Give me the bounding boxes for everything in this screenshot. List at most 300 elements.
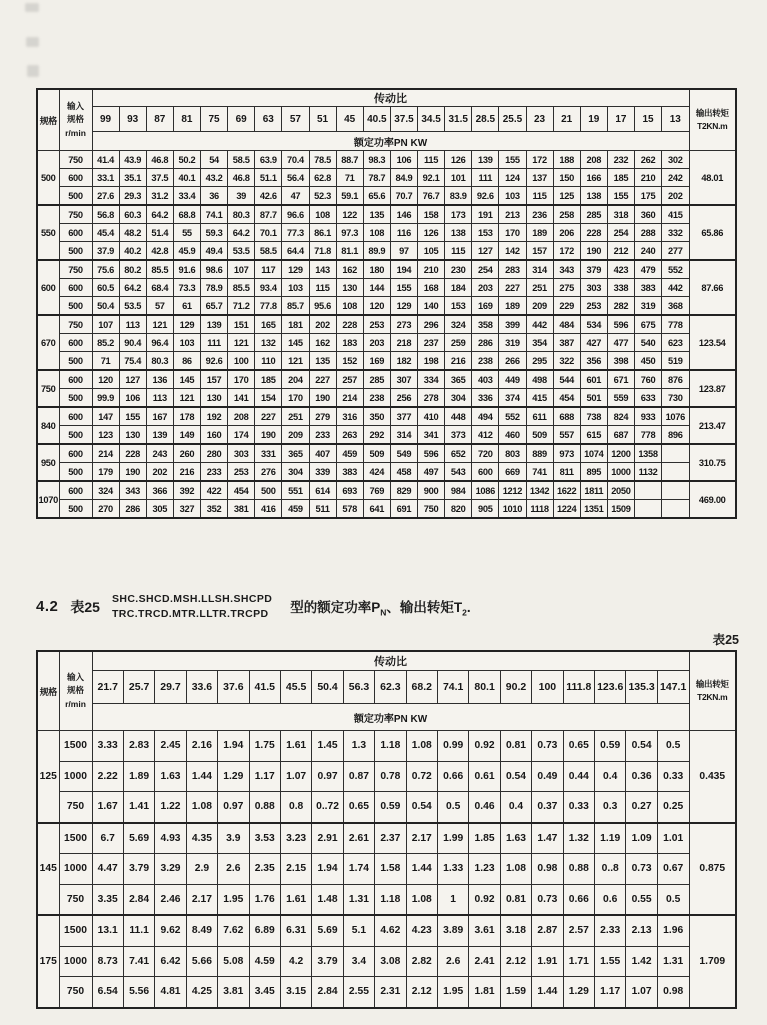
power-value-cell: 3.15 xyxy=(280,977,311,1008)
power-value-cell: 3.08 xyxy=(375,946,406,977)
power-value-cell: 1.44 xyxy=(532,977,563,1008)
power-value-cell: 242 xyxy=(662,169,689,187)
power-value-cell: 454 xyxy=(553,389,580,408)
power-value-cell: 9.62 xyxy=(155,915,186,946)
rpm-cell: 750 xyxy=(59,260,92,279)
ratio-value-header: 33.6 xyxy=(186,671,217,704)
power-value-cell: 318 xyxy=(607,205,634,224)
power-value-cell: 60.5 xyxy=(92,279,119,297)
power-value-cell: 0.61 xyxy=(469,761,500,792)
power-value-cell: 2.35 xyxy=(249,854,280,885)
power-value-cell: 1811 xyxy=(580,481,607,500)
power-value-cell: 123 xyxy=(92,426,119,445)
ratio-value-header: 45.5 xyxy=(280,671,311,704)
power-value-cell: 121 xyxy=(282,352,309,371)
power-value-cell: 80.2 xyxy=(119,260,146,279)
power-value-cell: 641 xyxy=(363,500,390,519)
power-value-cell: 824 xyxy=(607,407,634,426)
power-value-cell: 1.32 xyxy=(563,823,594,854)
power-value-cell: 129 xyxy=(173,315,200,334)
power-value-cell: 216 xyxy=(173,463,200,482)
power-value-cell: 130 xyxy=(201,389,228,408)
power-value-cell: 192 xyxy=(201,407,228,426)
power-value-cell: 61 xyxy=(173,297,200,316)
power-value-cell: 0.3 xyxy=(595,792,626,823)
power-value-cell: 270 xyxy=(92,500,119,519)
power-value-cell: 99.9 xyxy=(92,389,119,408)
power-value-cell: 1.41 xyxy=(123,792,154,823)
rpm-cell: 500 xyxy=(59,389,92,408)
power-value-cell: 1.09 xyxy=(626,823,657,854)
table-row xyxy=(37,481,736,500)
power-value-cell: 1.85 xyxy=(469,823,500,854)
power-value-cell: 0.92 xyxy=(469,731,500,762)
power-value-cell: 113 xyxy=(119,315,146,334)
ratio-value-header: 69 xyxy=(228,107,255,132)
power-value-cell: 0.65 xyxy=(563,731,594,762)
torque-value-cell: 48.01 xyxy=(689,151,736,206)
power-value-cell: 64.2 xyxy=(228,224,255,242)
power-value-cell: 31.2 xyxy=(146,187,173,206)
power-value-cell: 77.3 xyxy=(282,224,309,242)
power-value-cell: 933 xyxy=(635,407,662,426)
power-value-cell: 142 xyxy=(499,242,526,261)
power-value-cell: 295 xyxy=(526,352,553,371)
power-value-cell: 39 xyxy=(228,187,255,206)
power-value-cell: 596 xyxy=(607,315,634,334)
power-value-cell: 257 xyxy=(336,370,363,389)
output-torque-header-line: 输出转矩 xyxy=(695,108,729,119)
power-value-cell: 1.08 xyxy=(186,792,217,823)
power-value-cell: 98.3 xyxy=(363,151,390,169)
power-value-cell: 509 xyxy=(526,426,553,445)
ratio-value-header: 75 xyxy=(201,107,228,132)
power-value-cell: 557 xyxy=(553,426,580,445)
power-value-cell: 6.7 xyxy=(92,823,123,854)
table-row xyxy=(37,242,736,261)
power-value-cell: 78.9 xyxy=(201,279,228,297)
input-speed-header-line: 规格 xyxy=(66,685,84,696)
power-value-cell xyxy=(635,481,662,500)
power-value-cell: 218 xyxy=(390,334,417,352)
power-value-cell: 633 xyxy=(635,389,662,408)
power-value-cell: 4.25 xyxy=(186,977,217,1008)
rpm-cell: 750 xyxy=(59,315,92,334)
power-value-cell: 3.4 xyxy=(343,946,374,977)
power-value-cell: 266 xyxy=(499,352,526,371)
rpm-cell: 500 xyxy=(59,463,92,482)
power-value-cell: 85.7 xyxy=(282,297,309,316)
table-row xyxy=(37,205,736,224)
power-value-cell: 169 xyxy=(363,352,390,371)
power-value-cell: 460 xyxy=(499,426,526,445)
power-value-cell: 238 xyxy=(363,389,390,408)
power-value-cell: 181 xyxy=(282,315,309,334)
power-value-cell: 3.23 xyxy=(280,823,311,854)
power-value-cell: 1.75 xyxy=(249,731,280,762)
power-value-cell: 7.41 xyxy=(123,946,154,977)
power-value-cell: 36 xyxy=(201,187,228,206)
power-value-cell: 500 xyxy=(255,481,282,500)
power-value-cell: 75.4 xyxy=(119,352,146,371)
power-value-cell: 46.8 xyxy=(146,151,173,169)
power-value-cell: 64.4 xyxy=(282,242,309,261)
power-value-cell: 3.18 xyxy=(500,915,531,946)
power-value-cell: 70.1 xyxy=(255,224,282,242)
power-value-cell: 623 xyxy=(662,334,689,352)
power-value-cell: 769 xyxy=(363,481,390,500)
power-value-cell: 78.5 xyxy=(309,151,336,169)
power-value-cell: 410 xyxy=(418,407,445,426)
power-value-cell: 0.59 xyxy=(375,792,406,823)
power-value-cell: 56.4 xyxy=(282,169,309,187)
power-value-cell: 1.3 xyxy=(343,731,374,762)
power-value-cell: 3.61 xyxy=(469,915,500,946)
power-value-cell: 2.41 xyxy=(469,946,500,977)
power-value-cell: 210 xyxy=(635,169,662,187)
power-value-cell: 238 xyxy=(472,352,499,371)
power-value-cell: 90.4 xyxy=(119,334,146,352)
power-value-cell: 442 xyxy=(526,315,553,334)
power-value-cell: 1.42 xyxy=(626,946,657,977)
ratio-value-header: 111.8 xyxy=(563,671,594,704)
power-value-cell: 208 xyxy=(580,151,607,169)
input-speed-header-line: 输入 xyxy=(66,100,84,111)
power-value-cell: 1.76 xyxy=(249,884,280,915)
power-value-cell: 209 xyxy=(282,426,309,445)
power-value-cell: 3.33 xyxy=(92,731,123,762)
power-value-cell: 322 xyxy=(553,352,580,371)
power-value-cell: 0.88 xyxy=(249,792,280,823)
rpm-cell: 750 xyxy=(59,884,92,915)
power-value-cell: 127 xyxy=(119,370,146,389)
power-value-cell: 108 xyxy=(336,297,363,316)
power-value-cell: 750 xyxy=(418,500,445,519)
power-value-cell: 811 xyxy=(553,463,580,482)
rated-power-label: 额定功率PN KW xyxy=(92,704,689,731)
power-value-cell: 179 xyxy=(92,463,119,482)
power-value-cell: 2.87 xyxy=(532,915,563,946)
power-value-cell: 170 xyxy=(499,224,526,242)
power-value-cell: 0.99 xyxy=(437,731,468,762)
power-value-cell: 58.5 xyxy=(255,242,282,261)
power-value-cell: 160 xyxy=(201,426,228,445)
power-value-cell: 0.54 xyxy=(626,731,657,762)
power-value-cell: 1351 xyxy=(580,500,607,519)
power-value-cell: 185 xyxy=(255,370,282,389)
power-value-cell: 173 xyxy=(445,205,472,224)
power-value-cell: 0.65 xyxy=(343,792,374,823)
power-value-cell: 896 xyxy=(662,426,689,445)
rpm-cell: 1000 xyxy=(59,946,92,977)
power-value-cell: 165 xyxy=(255,315,282,334)
table-row xyxy=(37,352,736,371)
power-value-cell: 1.31 xyxy=(343,884,374,915)
power-value-cell: 2.46 xyxy=(155,884,186,915)
power-value-cell: 126 xyxy=(418,224,445,242)
power-value-cell: 227 xyxy=(255,407,282,426)
power-value-cell: 4.81 xyxy=(155,977,186,1008)
power-value-cell: 97 xyxy=(390,242,417,261)
torque-value-cell: 0.875 xyxy=(689,823,736,916)
power-value-cell: 2.84 xyxy=(312,977,343,1008)
power-value-cell: 303 xyxy=(228,444,255,463)
power-value-cell: 85.2 xyxy=(92,334,119,352)
spec-cell: 600 xyxy=(37,260,59,315)
power-value-cell: 6.42 xyxy=(155,946,186,977)
power-value-cell: 307 xyxy=(390,370,417,389)
power-value-cell: 341 xyxy=(418,426,445,445)
power-value-cell: 0.5 xyxy=(657,731,689,762)
power-value-cell: 392 xyxy=(173,481,200,500)
power-value-cell: 0.4 xyxy=(595,761,626,792)
rpm-cell: 1500 xyxy=(59,823,92,854)
power-value-cell: 280 xyxy=(201,444,228,463)
power-value-cell: 0.98 xyxy=(657,977,689,1008)
power-value-cell: 188 xyxy=(553,151,580,169)
power-value-cell: 427 xyxy=(580,334,607,352)
power-value-cell: 1.08 xyxy=(500,854,531,885)
power-value-cell: 157 xyxy=(201,370,228,389)
power-value-cell: 263 xyxy=(336,426,363,445)
ratio-value-header: 41.5 xyxy=(249,671,280,704)
power-value-cell: 87.7 xyxy=(255,205,282,224)
power-value-cell: 2.84 xyxy=(123,884,154,915)
power-value-cell: 2.55 xyxy=(343,977,374,1008)
power-value-cell: 5.69 xyxy=(123,823,154,854)
power-value-cell: 45.9 xyxy=(173,242,200,261)
power-value-cell: 273 xyxy=(390,315,417,334)
power-value-cell: 276 xyxy=(255,463,282,482)
torque-value-cell: 1.709 xyxy=(689,915,736,1008)
power-value-cell: 1.89 xyxy=(123,761,154,792)
power-value-cell: 115 xyxy=(309,279,336,297)
input-speed-header-line: 规格 xyxy=(66,114,84,125)
spec-table xyxy=(36,88,737,519)
power-value-cell: 145 xyxy=(282,334,309,352)
power-value-cell: 126 xyxy=(445,151,472,169)
power-value-cell: 155 xyxy=(390,279,417,297)
power-value-cell: 0.66 xyxy=(437,761,468,792)
power-value-cell: 0.4 xyxy=(500,792,531,823)
power-value-cell: 0.81 xyxy=(500,731,531,762)
power-value-cell: 1076 xyxy=(662,407,689,426)
power-value-cell: 4.47 xyxy=(92,854,123,885)
power-value-cell: 130 xyxy=(336,279,363,297)
power-value-cell: 1.18 xyxy=(375,884,406,915)
power-value-cell: 139 xyxy=(201,315,228,334)
power-value-cell: 172 xyxy=(526,151,553,169)
power-value-cell: 136 xyxy=(146,370,173,389)
power-value-cell: 127 xyxy=(472,242,499,261)
power-value-cell: 285 xyxy=(580,205,607,224)
power-value-cell: 803 xyxy=(499,444,526,463)
ratio-value-header: 21.7 xyxy=(92,671,123,704)
power-value-cell: 1.33 xyxy=(437,854,468,885)
power-value-cell: 115 xyxy=(445,242,472,261)
power-value-cell: 233 xyxy=(309,426,336,445)
ratio-power-table-upper xyxy=(36,88,737,519)
section-caption xyxy=(36,592,737,621)
power-value-cell: 208 xyxy=(228,407,255,426)
table-row xyxy=(37,169,736,187)
power-value-cell: 2.9 xyxy=(186,854,217,885)
power-value-cell: 48.2 xyxy=(119,224,146,242)
power-value-cell: 334 xyxy=(418,370,445,389)
power-value-cell: 105 xyxy=(418,242,445,261)
power-value-cell: 169 xyxy=(472,297,499,316)
power-value-cell: 2.12 xyxy=(500,946,531,977)
power-value-cell: 172 xyxy=(553,242,580,261)
table-row xyxy=(37,977,736,1008)
output-torque-header xyxy=(689,89,736,151)
power-value-cell: 202 xyxy=(662,187,689,206)
power-value-cell: 730 xyxy=(662,389,689,408)
power-value-cell: 339 xyxy=(309,463,336,482)
power-value-cell: 332 xyxy=(662,224,689,242)
power-value-cell: 0.81 xyxy=(500,884,531,915)
power-value-cell: 139 xyxy=(146,426,173,445)
output-torque-header xyxy=(689,651,736,731)
power-value-cell: 253 xyxy=(228,463,255,482)
power-value-cell: 92.6 xyxy=(201,352,228,371)
power-value-cell: 407 xyxy=(309,444,336,463)
power-value-cell: 175 xyxy=(635,187,662,206)
power-value-cell: 6.31 xyxy=(280,915,311,946)
power-value-cell: 2.31 xyxy=(375,977,406,1008)
power-value-cell: 146 xyxy=(390,205,417,224)
power-value-cell: 1 xyxy=(437,884,468,915)
power-value-cell: 157 xyxy=(526,242,553,261)
power-value-cell: 601 xyxy=(580,370,607,389)
power-value-cell: 0.72 xyxy=(406,761,437,792)
ratio-value-header: 23 xyxy=(526,107,553,132)
power-value-cell: 135 xyxy=(309,352,336,371)
power-value-cell: 0.97 xyxy=(218,792,249,823)
power-value-cell: 183 xyxy=(336,334,363,352)
power-value-cell: 669 xyxy=(499,463,526,482)
power-value-cell: 115 xyxy=(418,151,445,169)
power-value-cell: 0.73 xyxy=(532,884,563,915)
power-value-cell: 3.53 xyxy=(249,823,280,854)
power-value-cell: 379 xyxy=(580,260,607,279)
power-value-cell: 89.9 xyxy=(363,242,390,261)
power-value-cell: 191 xyxy=(472,205,499,224)
power-value-cell: 0.5 xyxy=(657,884,689,915)
power-value-cell: 51.4 xyxy=(146,224,173,242)
power-value-cell: 1.29 xyxy=(563,977,594,1008)
power-value-cell: 91.6 xyxy=(173,260,200,279)
power-value-cell: 184 xyxy=(445,279,472,297)
spec-cell: 550 xyxy=(37,205,59,260)
spec-cell: 670 xyxy=(37,315,59,370)
power-value-cell: 615 xyxy=(580,426,607,445)
power-value-cell: 448 xyxy=(445,407,472,426)
power-value-cell: 2.83 xyxy=(123,731,154,762)
rpm-cell: 600 xyxy=(59,169,92,187)
power-value-cell: 304 xyxy=(445,389,472,408)
rpm-cell: 1000 xyxy=(59,761,92,792)
power-value-cell: 6.54 xyxy=(92,977,123,1008)
power-value-cell: 180 xyxy=(363,260,390,279)
power-value-cell: 1000 xyxy=(607,463,634,482)
power-value-cell: 149 xyxy=(173,426,200,445)
power-value-cell: 80.3 xyxy=(228,205,255,224)
ratio-value-header: 29.7 xyxy=(155,671,186,704)
power-value-cell: 479 xyxy=(635,260,662,279)
power-value-cell: 2.91 xyxy=(312,823,343,854)
power-value-cell: 59.3 xyxy=(201,224,228,242)
power-value-cell: 275 xyxy=(553,279,580,297)
power-value-cell: 820 xyxy=(445,500,472,519)
torque-value-cell: 310.75 xyxy=(689,444,736,481)
power-value-cell: 1.22 xyxy=(155,792,186,823)
power-value-cell: 2.45 xyxy=(155,731,186,762)
power-value-cell: 1342 xyxy=(526,481,553,500)
power-value-cell: 108 xyxy=(363,224,390,242)
power-value-cell: 228 xyxy=(119,444,146,463)
model-codes-line2: TRC.TRCD.MTR.LLTR.TRCPD xyxy=(111,607,269,620)
power-value-cell: 1.94 xyxy=(312,854,343,885)
power-value-cell: 1.44 xyxy=(406,854,437,885)
power-value-cell: 738 xyxy=(580,407,607,426)
power-value-cell: 3.81 xyxy=(218,977,249,1008)
power-value-cell: 122 xyxy=(336,205,363,224)
power-value-cell: 43.9 xyxy=(119,151,146,169)
power-value-cell: 2.82 xyxy=(406,946,437,977)
power-value-cell: 511 xyxy=(309,500,336,519)
spec-cell: 840 xyxy=(37,407,59,444)
power-value-cell: 549 xyxy=(390,444,417,463)
power-value-cell: 458 xyxy=(390,463,417,482)
power-value-cell: 2.6 xyxy=(218,854,249,885)
rpm-cell: 1500 xyxy=(59,731,92,762)
table-row xyxy=(37,334,736,352)
power-value-cell: 0.59 xyxy=(595,731,626,762)
power-value-cell: 42.6 xyxy=(255,187,282,206)
rpm-cell: 600 xyxy=(59,279,92,297)
output-torque-header-line: T2KN.m xyxy=(697,121,728,131)
table-row xyxy=(37,151,736,169)
power-value-cell: 7.62 xyxy=(218,915,249,946)
power-value-cell: 304 xyxy=(282,463,309,482)
power-value-cell: 2.22 xyxy=(92,761,123,792)
table-row xyxy=(37,444,736,463)
power-value-cell: 96.6 xyxy=(282,205,309,224)
power-value-cell: 236 xyxy=(526,205,553,224)
power-value-cell: 129 xyxy=(282,260,309,279)
power-value-cell: 70.7 xyxy=(390,187,417,206)
power-value-cell: 170 xyxy=(228,370,255,389)
power-value-cell: 189 xyxy=(499,297,526,316)
power-value-cell: 228 xyxy=(336,315,363,334)
power-value-cell: 303 xyxy=(580,279,607,297)
power-value-cell: 115 xyxy=(526,187,553,206)
output-torque-header-line: T2KN.m xyxy=(697,692,728,702)
power-value-cell: 62.8 xyxy=(309,169,336,187)
torque-value-cell: 123.54 xyxy=(689,315,736,370)
ratio-value-header: 63 xyxy=(255,107,282,132)
power-value-cell: 153 xyxy=(445,297,472,316)
power-value-cell: 4.59 xyxy=(249,946,280,977)
torque-value-cell: 65.86 xyxy=(689,205,736,260)
power-value-cell: 213 xyxy=(499,205,526,224)
power-value-cell: 121 xyxy=(146,315,173,334)
power-value-cell: 5.69 xyxy=(312,915,343,946)
table-row xyxy=(37,260,736,279)
power-value-cell: 117 xyxy=(255,260,282,279)
power-value-cell: 50.4 xyxy=(92,297,119,316)
